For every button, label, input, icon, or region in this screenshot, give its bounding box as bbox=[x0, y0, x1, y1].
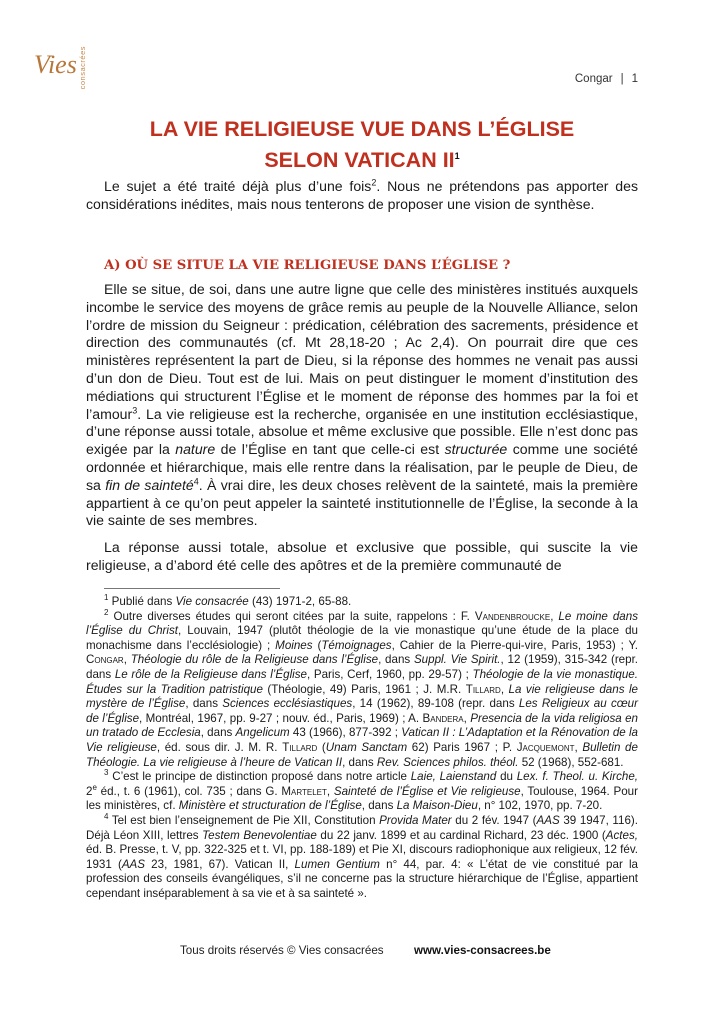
fn-text: , dans bbox=[378, 653, 414, 667]
fn-text: , bbox=[500, 682, 509, 696]
page-title bbox=[86, 116, 638, 174]
fn-text: 39 1947, 116). Déjà Léon XIII, lettres bbox=[86, 813, 638, 842]
fn-italic: AAS bbox=[121, 857, 146, 871]
footnote-ref-3[interactable]: 3 bbox=[132, 404, 138, 415]
section-a-text-4: comme une société ordonnée et hiérarchique, mais elle rentre dans la réalisation, par le peuple de Dieu, de sa bbox=[86, 441, 638, 493]
publisher-logo bbox=[34, 44, 94, 104]
fn-text: éd. B. Presse, t. V, pp. 322-325 et t. VI, pp. 188-189) et Pie XI, discours radiophonique aux religieux, 12 fév. 1931 ( bbox=[86, 843, 638, 871]
footnote-number: 2 bbox=[104, 607, 109, 617]
intro-text-2: . Nous ne prétendons pas apporter des considérations inédites, mais nous tenterons de proposer une vision de synthèse. bbox=[86, 178, 639, 212]
copyright-notice: Tous droits réservés © Vies consacrées bbox=[180, 944, 384, 957]
section-a-heading: A) OÙ SE SITUE LA VIE RELIGIEUSE DANS L’ÉGLISE ? bbox=[104, 258, 511, 273]
fn-italic: AAS bbox=[536, 813, 560, 827]
fn-text: , dans bbox=[200, 726, 236, 740]
logo-main-text: Vies bbox=[34, 50, 77, 79]
section-b-paragraph bbox=[86, 539, 638, 575]
footnote-4 bbox=[86, 814, 638, 902]
fn-author: Congar bbox=[86, 653, 124, 667]
fn-italic: Lex. f. Theol. u. Kirche, bbox=[516, 770, 638, 784]
section-a-text-2: . La vie religieuse est la recherche, organisée en une institution ecclésiastique, d’une réponse aussi totale, absolue et même exclusive que possible. Elle n’est donc pas exigée par la bbox=[86, 405, 638, 458]
fn-italic: Vie consacrée bbox=[175, 595, 249, 608]
fn-text: ( bbox=[312, 638, 322, 652]
fn-text: , bbox=[550, 609, 559, 623]
fn-italic: Suppl. Vie Spirit. bbox=[413, 653, 501, 667]
fn-text: , bbox=[123, 653, 131, 667]
footnote-ref-2[interactable]: 2 bbox=[371, 177, 377, 188]
fn-text: 43 (1966), 877-392 ; bbox=[289, 726, 402, 740]
section-b-text: La réponse aussi totale, absolue et exclusive que possible, qui suscite la vie religieuse, a d’abord été celle des apôtres et de la première communauté de bbox=[86, 539, 638, 573]
fn-italic: Les Religieux au cœur de l’Église bbox=[86, 697, 638, 725]
section-a-text-1: Elle se situe, de soi, dans une autre ligne que celle des ministères institués auxquels incombe le service des moyens de grâce remis au peuple de la Nouvelle Alliance, selon l’ordre de mission du Seigneur : prédication, célébration des sacrements, présidence et direction des communautés (cf. Mt 28,18-20 ; Ac 2,4). On pourrait dire que ces ministères représentent la part de Dieu, si la réponse des hommes ne venait pas aussi d’un don de Dieu. Tout est de lui. Mais on peut distinguer le moment d’institution des médiations qui structurent l’Église et le moment de réponse des hommes par la foi et l’amour bbox=[86, 281, 638, 422]
fn-text: Tel est bien l’enseignement de Pie XII, Constitution bbox=[108, 813, 380, 827]
fn-text: 23, 1981, 67). Vatican II, bbox=[145, 857, 295, 871]
website-link[interactable]: www.vies-consacrees.be bbox=[414, 944, 551, 957]
section-a-paragraph bbox=[86, 281, 638, 530]
fn-italic: Unam Sanctam bbox=[325, 740, 408, 754]
footnote-number: 3 bbox=[104, 768, 109, 778]
fn-author: Martelet bbox=[281, 784, 327, 798]
fn-italic: Vatican II : L’Adaptation et la Rénovation de la Vie religieuse bbox=[86, 726, 638, 754]
fn-italic: Rev. Sciences philos. théol. bbox=[376, 755, 519, 769]
emphasis-nature: nature bbox=[175, 441, 216, 458]
fn-text: , éd. sous dir. J. M. R. bbox=[156, 740, 283, 754]
fn-italic: La vie religieuse dans le mystère de l’Église bbox=[86, 682, 639, 711]
fn-text: , bbox=[574, 740, 583, 754]
section-a-text-3: de l’Église en tant que celle-ci est bbox=[215, 441, 445, 458]
fn-text: (43) 1971-2, 65-88. bbox=[248, 595, 352, 608]
fn-italic: Théologie du rôle de la Religieuse dans l’Église bbox=[130, 653, 379, 667]
fn-text: C’est le principe de distinction proposé dans notre article bbox=[108, 770, 411, 784]
fn-text: , 12 (1959), 315-342 (repr. dans bbox=[86, 653, 639, 681]
fn-text: , n° 102, 1970, pp. 7-20. bbox=[477, 799, 603, 813]
fn-text: , Montréal, 1967, pp. 9-27 ; nouv. éd., Paris, 1969) ; A. bbox=[139, 711, 423, 725]
fn-text: , dans bbox=[342, 755, 377, 769]
fn-text: , Toulouse, 1964. Pour les ministères, cf. bbox=[86, 784, 638, 813]
footnote-1 bbox=[86, 595, 638, 610]
footnote-number: 4 bbox=[104, 812, 109, 822]
fn-author: Tillard bbox=[465, 682, 501, 696]
logo-side-text: consacrées bbox=[78, 46, 87, 90]
fn-text: , Cahier de la Pierre-qui-vire, Paris, 1953) ; Y. bbox=[391, 638, 638, 652]
footnotes bbox=[86, 595, 638, 901]
intro-text-1: Le sujet a été traité déjà plus d’une fois bbox=[104, 178, 372, 194]
fn-text: (Théologie, 49) Paris, 1961 ; J. M.R. bbox=[262, 682, 466, 696]
fn-text: ( bbox=[317, 740, 326, 754]
fn-text: , dans bbox=[185, 697, 223, 711]
fn-italic: Moines bbox=[275, 638, 313, 652]
fn-text: du 22 janv. 1899 et au cardinal Richard, 23 déc. 1900 ( bbox=[316, 828, 606, 842]
footnote-number: 1 bbox=[104, 593, 109, 603]
fn-text: , Louvain, 1947 (plutôt théologie de la vie monastique qu’une étude de la place du monachisme dans l’ecclésiologie) ; bbox=[86, 624, 638, 652]
fn-text: n° 44, par. 4: « L’état de vie constitué par la profession des conseils évangéliques, s’il ne concerne pas la structure hiérarchique de l’Église, appartient cependant inséparablement à sa vie et à sa sainteté ». bbox=[86, 857, 638, 900]
footnote-2 bbox=[86, 607, 639, 771]
fn-italic: Le rôle de la Religieuse dans l’Église bbox=[114, 667, 307, 681]
fn-italic: Ministère et structuration de l’Église bbox=[178, 799, 362, 813]
fn-italic: La Maison-Dieu bbox=[396, 799, 478, 813]
fn-text: du 2 fév. 1947 ( bbox=[451, 813, 537, 827]
title-line-2: SELON VATICAN II bbox=[264, 148, 455, 173]
fn-author: Bandera bbox=[422, 711, 464, 725]
fn-italic: Lumen Gentium bbox=[294, 857, 380, 871]
footnote-divider bbox=[104, 588, 280, 589]
section-a-text-5: . À vrai dire, les deux choses relèvent de la sainteté, mais la première appartient à ce qu’on peut appeler la sainteté institutionnelle de l’Église, la seconde à la vie sainte de ses membres. bbox=[86, 476, 638, 529]
page-number: 1 bbox=[631, 73, 638, 85]
running-header bbox=[575, 73, 638, 85]
fn-ordinal: e bbox=[92, 782, 97, 792]
fn-italic: Sainteté de l’Église et Vie religieuse bbox=[333, 784, 521, 798]
fn-italic: Provida Mater bbox=[379, 813, 452, 827]
fn-italic: Presencia de la vida religiosa en un tratado de Ecclesia bbox=[86, 711, 638, 740]
fn-italic: Sciences ecclésiastiques bbox=[222, 697, 353, 711]
emphasis-fin-de-saintete: fin de sainteté bbox=[105, 476, 194, 493]
footnote-3 bbox=[86, 770, 638, 814]
fn-italic: Témoignages bbox=[321, 638, 392, 652]
fn-text: Publié dans bbox=[108, 595, 176, 608]
fn-text: , 14 (1962), 89-108 (repr. dans bbox=[352, 697, 519, 711]
fn-text: 2 bbox=[86, 784, 93, 798]
title-footnote-ref[interactable]: 1 bbox=[454, 151, 460, 161]
fn-text: du bbox=[496, 770, 517, 784]
fn-text: , bbox=[463, 711, 471, 725]
fn-italic: Laie, Laienstand bbox=[410, 770, 497, 784]
fn-italic: Théologie de la vie monastique. Études sur la Tradition patristique bbox=[86, 667, 638, 696]
header-separator: | bbox=[620, 73, 624, 85]
title-line-1: LA VIE RELIGIEUSE VUE DANS L’ÉGLISE bbox=[149, 117, 575, 141]
fn-text: 62) Paris 1967 ; P. bbox=[407, 740, 517, 754]
header-author: Congar bbox=[574, 73, 613, 85]
fn-author: Vandenbroucke bbox=[474, 609, 551, 623]
fn-author: Jacquemont bbox=[516, 740, 575, 754]
fn-italic: Actes, bbox=[605, 828, 638, 842]
fn-author: Tillard bbox=[282, 740, 318, 754]
fn-italic: Testem Benevolentiae bbox=[202, 828, 317, 842]
fn-italic: Angelicum bbox=[235, 726, 290, 740]
fn-italic: Le moine dans l’Église du Christ bbox=[86, 609, 638, 638]
fn-text: , bbox=[326, 784, 334, 798]
fn-text: , Paris, Cerf, 1960, pp. 29-57) ; bbox=[306, 667, 473, 681]
intro-paragraph bbox=[86, 178, 638, 214]
emphasis-structuree: structurée bbox=[444, 441, 508, 458]
fn-text: , dans bbox=[361, 799, 397, 813]
fn-italic: Bulletin de Théologie. La vie religieuse à l’heure de Vatican II bbox=[86, 740, 638, 769]
fn-text: 52 (1968), 552-681. bbox=[518, 755, 624, 769]
fn-text: Outre diverses études qui seront citées par la suite, rappelons : F. bbox=[108, 609, 475, 623]
footnote-ref-4[interactable]: 4 bbox=[193, 476, 199, 487]
fn-text: éd., t. 6 (1961), col. 735 ; dans G. bbox=[96, 784, 282, 798]
